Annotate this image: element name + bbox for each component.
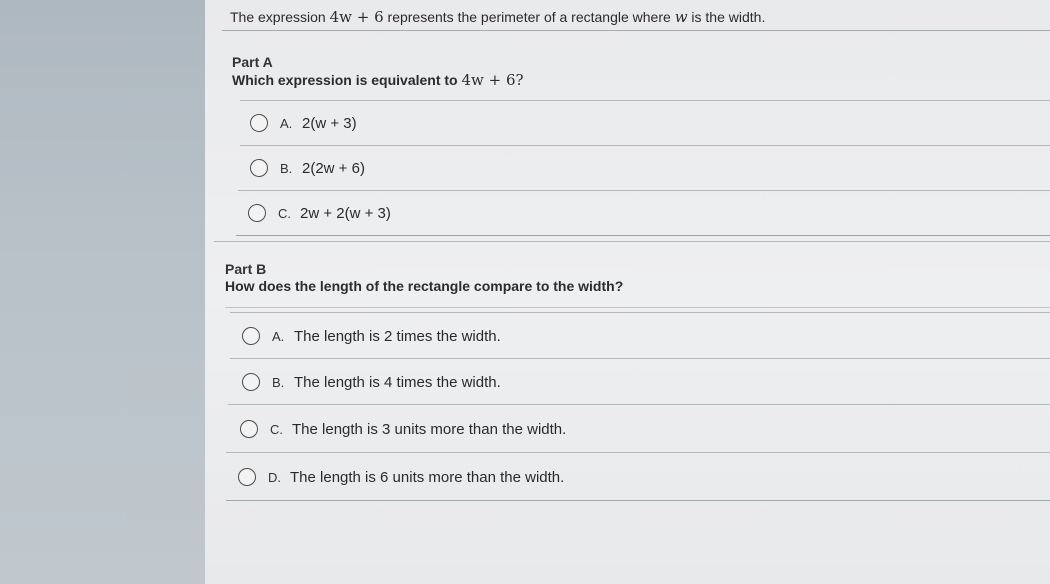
part-a-question <box>232 71 524 89</box>
part-b-option-c[interactable] <box>228 404 1050 453</box>
radio-button[interactable] <box>250 114 268 132</box>
part-b-question: How does the length of the rectangle compare to the width? <box>225 278 624 294</box>
option-text: The length is 3 units more than the width. <box>292 420 567 438</box>
part-a-options-bottom <box>236 235 1050 236</box>
left-margin-shade <box>0 0 205 584</box>
stem-divider <box>222 30 1050 31</box>
option-letter: A. <box>280 115 293 131</box>
option-letter: B. <box>280 160 293 176</box>
stem-expression: 4w + 6 <box>329 8 384 26</box>
radio-button[interactable] <box>248 204 266 222</box>
radio-button[interactable] <box>242 327 260 345</box>
option-text: The length is 6 units more than the width. <box>290 468 565 486</box>
part-divider <box>214 241 1050 242</box>
part-a-option-c[interactable] <box>238 190 1050 235</box>
part-a-option-b[interactable] <box>240 145 1050 190</box>
part-b-option-d[interactable] <box>226 452 1050 501</box>
option-letter: C. <box>270 421 283 437</box>
option-letter: B. <box>272 374 285 390</box>
stem-variable: w <box>674 8 688 26</box>
option-letter: D. <box>268 469 281 485</box>
stem-middle: represents the perimeter of a rectangle where <box>387 9 671 25</box>
option-letter: A. <box>272 328 285 344</box>
part-b-option-a[interactable] <box>230 312 1050 359</box>
question-stem <box>230 8 765 26</box>
part-a-question-text: Which expression is equivalent to <box>232 72 458 88</box>
part-b-question-divider <box>225 307 1050 308</box>
option-text: The length is 2 times the width. <box>294 327 501 345</box>
option-text: 2(w + 3) <box>302 114 357 132</box>
stem-suffix: is the width. <box>691 9 766 25</box>
radio-button[interactable] <box>240 420 258 438</box>
part-b-option-b[interactable] <box>230 358 1050 405</box>
part-b-label: Part B <box>225 261 267 277</box>
part-a-option-a[interactable] <box>240 100 1050 145</box>
stem-prefix: The expression <box>230 9 326 25</box>
radio-button[interactable] <box>238 468 256 486</box>
part-a-label: Part A <box>232 54 273 70</box>
option-text: The length is 4 times the width. <box>294 373 501 391</box>
radio-button[interactable] <box>250 159 268 177</box>
part-a-question-expr: 4w + 6? <box>461 71 524 89</box>
part-b-options-bottom <box>226 500 1050 501</box>
option-text: 2(2w + 6) <box>302 159 365 177</box>
option-text: 2w + 2(w + 3) <box>300 204 391 222</box>
option-letter: C. <box>278 205 291 221</box>
radio-button[interactable] <box>242 373 260 391</box>
